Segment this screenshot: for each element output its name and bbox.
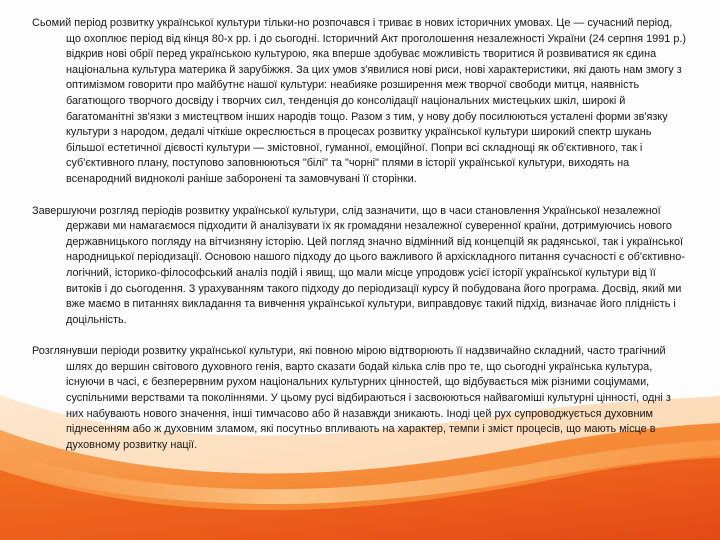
paragraph-cultural-values: Розглянувши періоди розвитку української культури, які повною мірою відтворюють її надзвичайно складний, часто трагічний шлях до вершин світового духовного генія, варто сказати бодай кілька слів про те, що сьогодні українська культура, існуючи в часі, є безперервним рухом національних культурних цінностей, що відбувається між різними соціумами, суспільними верствами та поколіннями. У цьому русі відбираються і засвоюються найвагоміші культурні цінності, одні з них набувають нового значення, інші тимчасово або й назавжди зникають. Іноді цей рух супроводжується духовним піднесенням або ж духовним зламом, які посутньо впливають на характер, темпи і зміст процесів, що мають місце в духовному розвитку нації. — [32, 345, 671, 451]
paragraph-seventh-period: Сьомий період розвитку української культури тільки-но розпочався і триває в нових історичних умовах. Це — сучасний період, що охоплює період від кінця 80-х рр. і до сьогодні. Історичний Акт проголошення незалежності України (24 серпня 1991 р.) відкрив нові обрії перед українською культурою, яка вперше здобуває можливість творитися й розвиватися як єдина національна культура материка й зарубіжжя. За цих умов з'явилися нові риси, нові характеристики, які дають нам змогу з оптимізмом говорити про майбутнє нашої культури: неабияке розширення меж творчої свободи митця, наявність багатющого творчого досвіду і творчих сил, тенденція до консолідації національних мистецьких шкіл, широкі й багатоманітні зв'язки з мистецтвом інших народів тощо. Разом з тим, у нову добу посилюються усталені форми зв'язку культури з народом, дедалі чіткіше окреслюється в процесах розвитку української культури широкий спектр шукань більшої естетичної дієвості культури — змістовної, гуманної, емоційної. Попри всі складнощі як об'єктивного, так і суб'єктивного плану, поступово заповнюються "білі" та "чорні" плями в історії української культури, виходять на всенародний видноколі раніше заборонені та замовчувані її сторінки. — [32, 17, 687, 185]
paragraph-conclusion-periods: Завершуючи розгляд періодів розвитку української культури, слід зазначити, що в часи становлення Української незалежної держави ми намагаємося підходити й аналізувати їх як громадяни незалежної суверенної країни, дотримуючись нового державницького погляду на вітчизняну історію. Цей погляд значно відмінний від концепцій як радянської, так і української народницької періодизації. Основою нашого підходу до цього важливого й архіскладного питання сучасності є об'єктивно-логічний, історико-філософський аналіз подій і явищ, що мали місце упродовж усієї історії української культури від її витоків і до сьогодення. З урахуванням такого підходу до періодизації курсу й побудована його програма. Досвід, який ми вже маємо в питаннях викладання та вивчення української культури, виправдовує такий підхід, визначає його плідність і доцільність. — [32, 204, 685, 326]
body-text — [32, 16, 688, 469]
